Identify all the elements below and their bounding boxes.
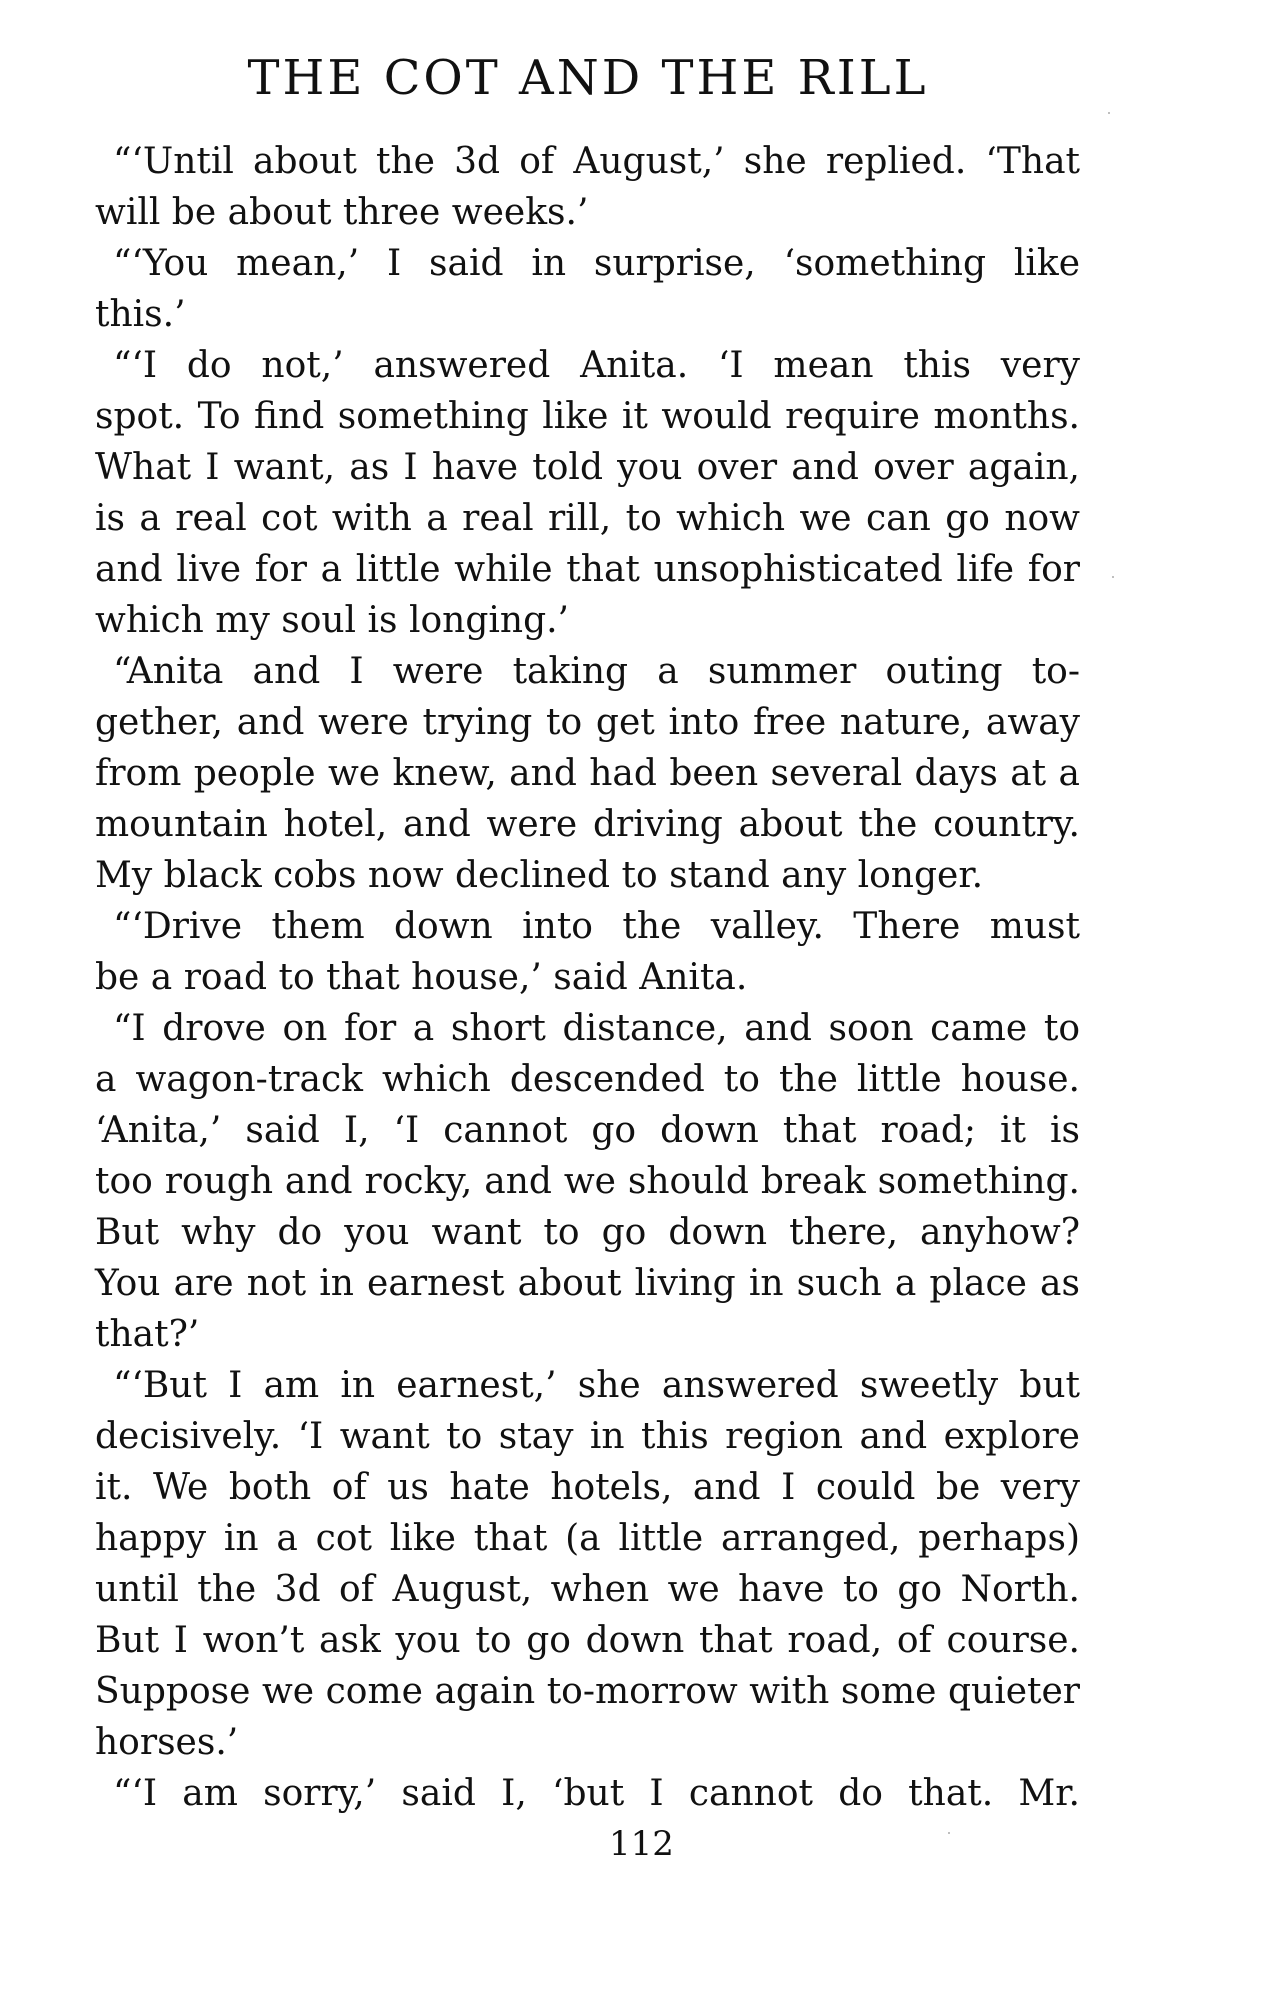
text-line: and live for a little while that unsophisticated life for [95, 549, 1080, 590]
text-line: from people we knew, and had been several days at a [95, 753, 1080, 794]
text-line: But I won’t ask you to go down that road, of course. [95, 1620, 1080, 1661]
page-number: 112 [609, 1824, 674, 1864]
text-line: “‘I do not,’ answered Anita. ‘I mean this very [113, 345, 1080, 386]
text-line: “‘I am sorry,’ said I, ‘but I cannot do that. Mr. [113, 1773, 1080, 1814]
paper-speck [948, 1832, 950, 1834]
text-line: Suppose we come again to-morrow with some quieter [95, 1671, 1080, 1712]
text-line: “Anita and I were taking a summer outing to- [113, 651, 1080, 692]
paper-speck [1112, 576, 1114, 578]
text-line: too rough and rocky, and we should break something. [95, 1161, 1080, 1202]
text-line: gether, and were trying to get into free nature, away [95, 702, 1080, 743]
text-line: be a road to that house,’ said Anita. [95, 957, 748, 998]
text-line: “‘You mean,’ I said in surprise, ‘something like [113, 243, 1080, 284]
text-line: ‘Anita,’ said I, ‘I cannot go down that road; it is [95, 1110, 1080, 1151]
text-line: that?’ [95, 1314, 200, 1355]
text-line: will be about three weeks.’ [95, 192, 589, 233]
text-line: it. We both of us hate hotels, and I could be very [95, 1467, 1080, 1508]
paper-speck [1108, 112, 1110, 114]
text-line: happy in a cot like that (a little arranged, perhaps) [95, 1518, 1080, 1559]
text-line: “‘Drive them down into the valley. There must [113, 906, 1080, 947]
running-head: THE COT AND THE RILL [247, 50, 929, 106]
text-line: this.’ [95, 294, 186, 335]
text-line: You are not in earnest about living in such a place as [95, 1263, 1080, 1304]
text-line: “‘But I am in earnest,’ she answered sweetly but [113, 1365, 1080, 1406]
text-line: is a real cot with a real rill, to which we can go now [95, 498, 1080, 539]
text-line: “‘Until about the 3d of August,’ she replied. ‘That [113, 141, 1080, 182]
text-line: But why do you want to go down there, anyhow? [95, 1212, 1080, 1253]
text-line: My black cobs now declined to stand any longer. [95, 855, 984, 896]
text-line: mountain hotel, and were driving about the country. [95, 804, 1080, 845]
text-line: which my soul is longing.’ [95, 600, 569, 641]
text-line: a wagon-track which descended to the little house. [95, 1059, 1080, 1100]
text-line: What I want, as I have told you over and over again, [95, 447, 1080, 488]
text-line: spot. To find something like it would require months. [95, 396, 1080, 437]
text-line: “I drove on for a short distance, and soon came to [113, 1008, 1080, 1049]
text-line: horses.’ [95, 1722, 239, 1763]
text-line: until the 3d of August, when we have to go North. [95, 1569, 1080, 1610]
body-text [95, 136, 1080, 1819]
text-line: decisively. ‘I want to stay in this region and explore [95, 1416, 1080, 1457]
